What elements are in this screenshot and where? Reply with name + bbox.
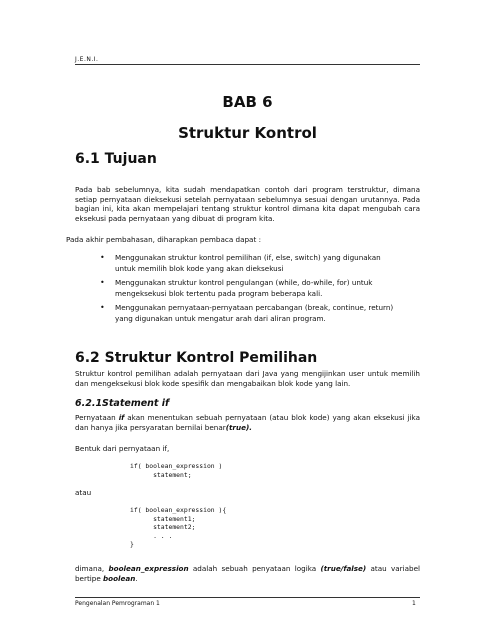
- objectives-list: [100, 253, 400, 328]
- section2-paragraph: Struktur kontrol pemilihan adalah pernyataan dari Java yang mengijinkan user untuk memilih dan mengeksekusi blok kode spesifik dan mengabaikan blok kode yang lain.: [75, 369, 420, 388]
- footer-title: Pengenalan Pemrograman 1: [75, 600, 160, 607]
- section-heading-tujuan: 6.1 Tujuan: [75, 151, 157, 167]
- if-description: Pernyataan if akan menentukan sebuah pernyataan (atau blok kode) yang akan eksekusi jika dan hanya jika persyaratan bernilai benar(true).: [75, 413, 420, 432]
- footer-rule: [75, 597, 420, 598]
- code-block-single: if( boolean_expression ) statement;: [130, 462, 223, 479]
- code-block-multi: if( boolean_expression ){ statement1; statement2; . . . }: [130, 506, 227, 549]
- running-header: J.E.N.I.: [75, 56, 99, 63]
- boolean-explanation: dimana, boolean_expression adalah sebuah penyataan logika (true/false) atau variabel bertipe boolean.: [75, 564, 420, 583]
- form-intro: Bentuk dari pernyataan if,: [75, 444, 170, 453]
- list-item: • Menggunakan struktur kontrol pemilihan (if, else, switch) yang digunakan untuk memilih blok kode yang akan dieksekusi: [100, 253, 400, 274]
- or-label: atau: [75, 488, 92, 497]
- page-number: 1: [412, 600, 416, 607]
- header-rule: [75, 64, 420, 65]
- chapter-title: Struktur Kontrol: [178, 124, 317, 142]
- list-item: • Menggunakan struktur kontrol pengulangan (while, do-while, for) untuk mengeksekusi blok tertentu pada program beberapa kali.: [100, 278, 400, 299]
- subsection-heading-if: 6.2.1Statement if: [75, 398, 170, 409]
- section1-paragraph: Pada bab sebelumnya, kita sudah mendapatkan contoh dari program terstruktur, dimana setiap pernyataan dieksekusi setelah pernyataan sebelumnya sesuai dengan urutannya. Pada bagian ini, kita akan mempelajari tentang struktur kontrol dimana kita dapat mengubah cara eksekusi pada pernyataan yang dibuat di program kita.: [75, 185, 420, 223]
- chapter-number: BAB 6: [222, 93, 273, 111]
- list-item: • Menggunakan pernyataan-pernyataan percabangan (break, continue, return) yang digunakan untuk mengatur arah dari aliran program.: [100, 303, 400, 324]
- section-heading-pemilihan: 6.2 Struktur Kontrol Pemilihan: [75, 350, 318, 366]
- section1-intro: Pada akhir pembahasan, diharapkan pembaca dapat :: [66, 235, 261, 244]
